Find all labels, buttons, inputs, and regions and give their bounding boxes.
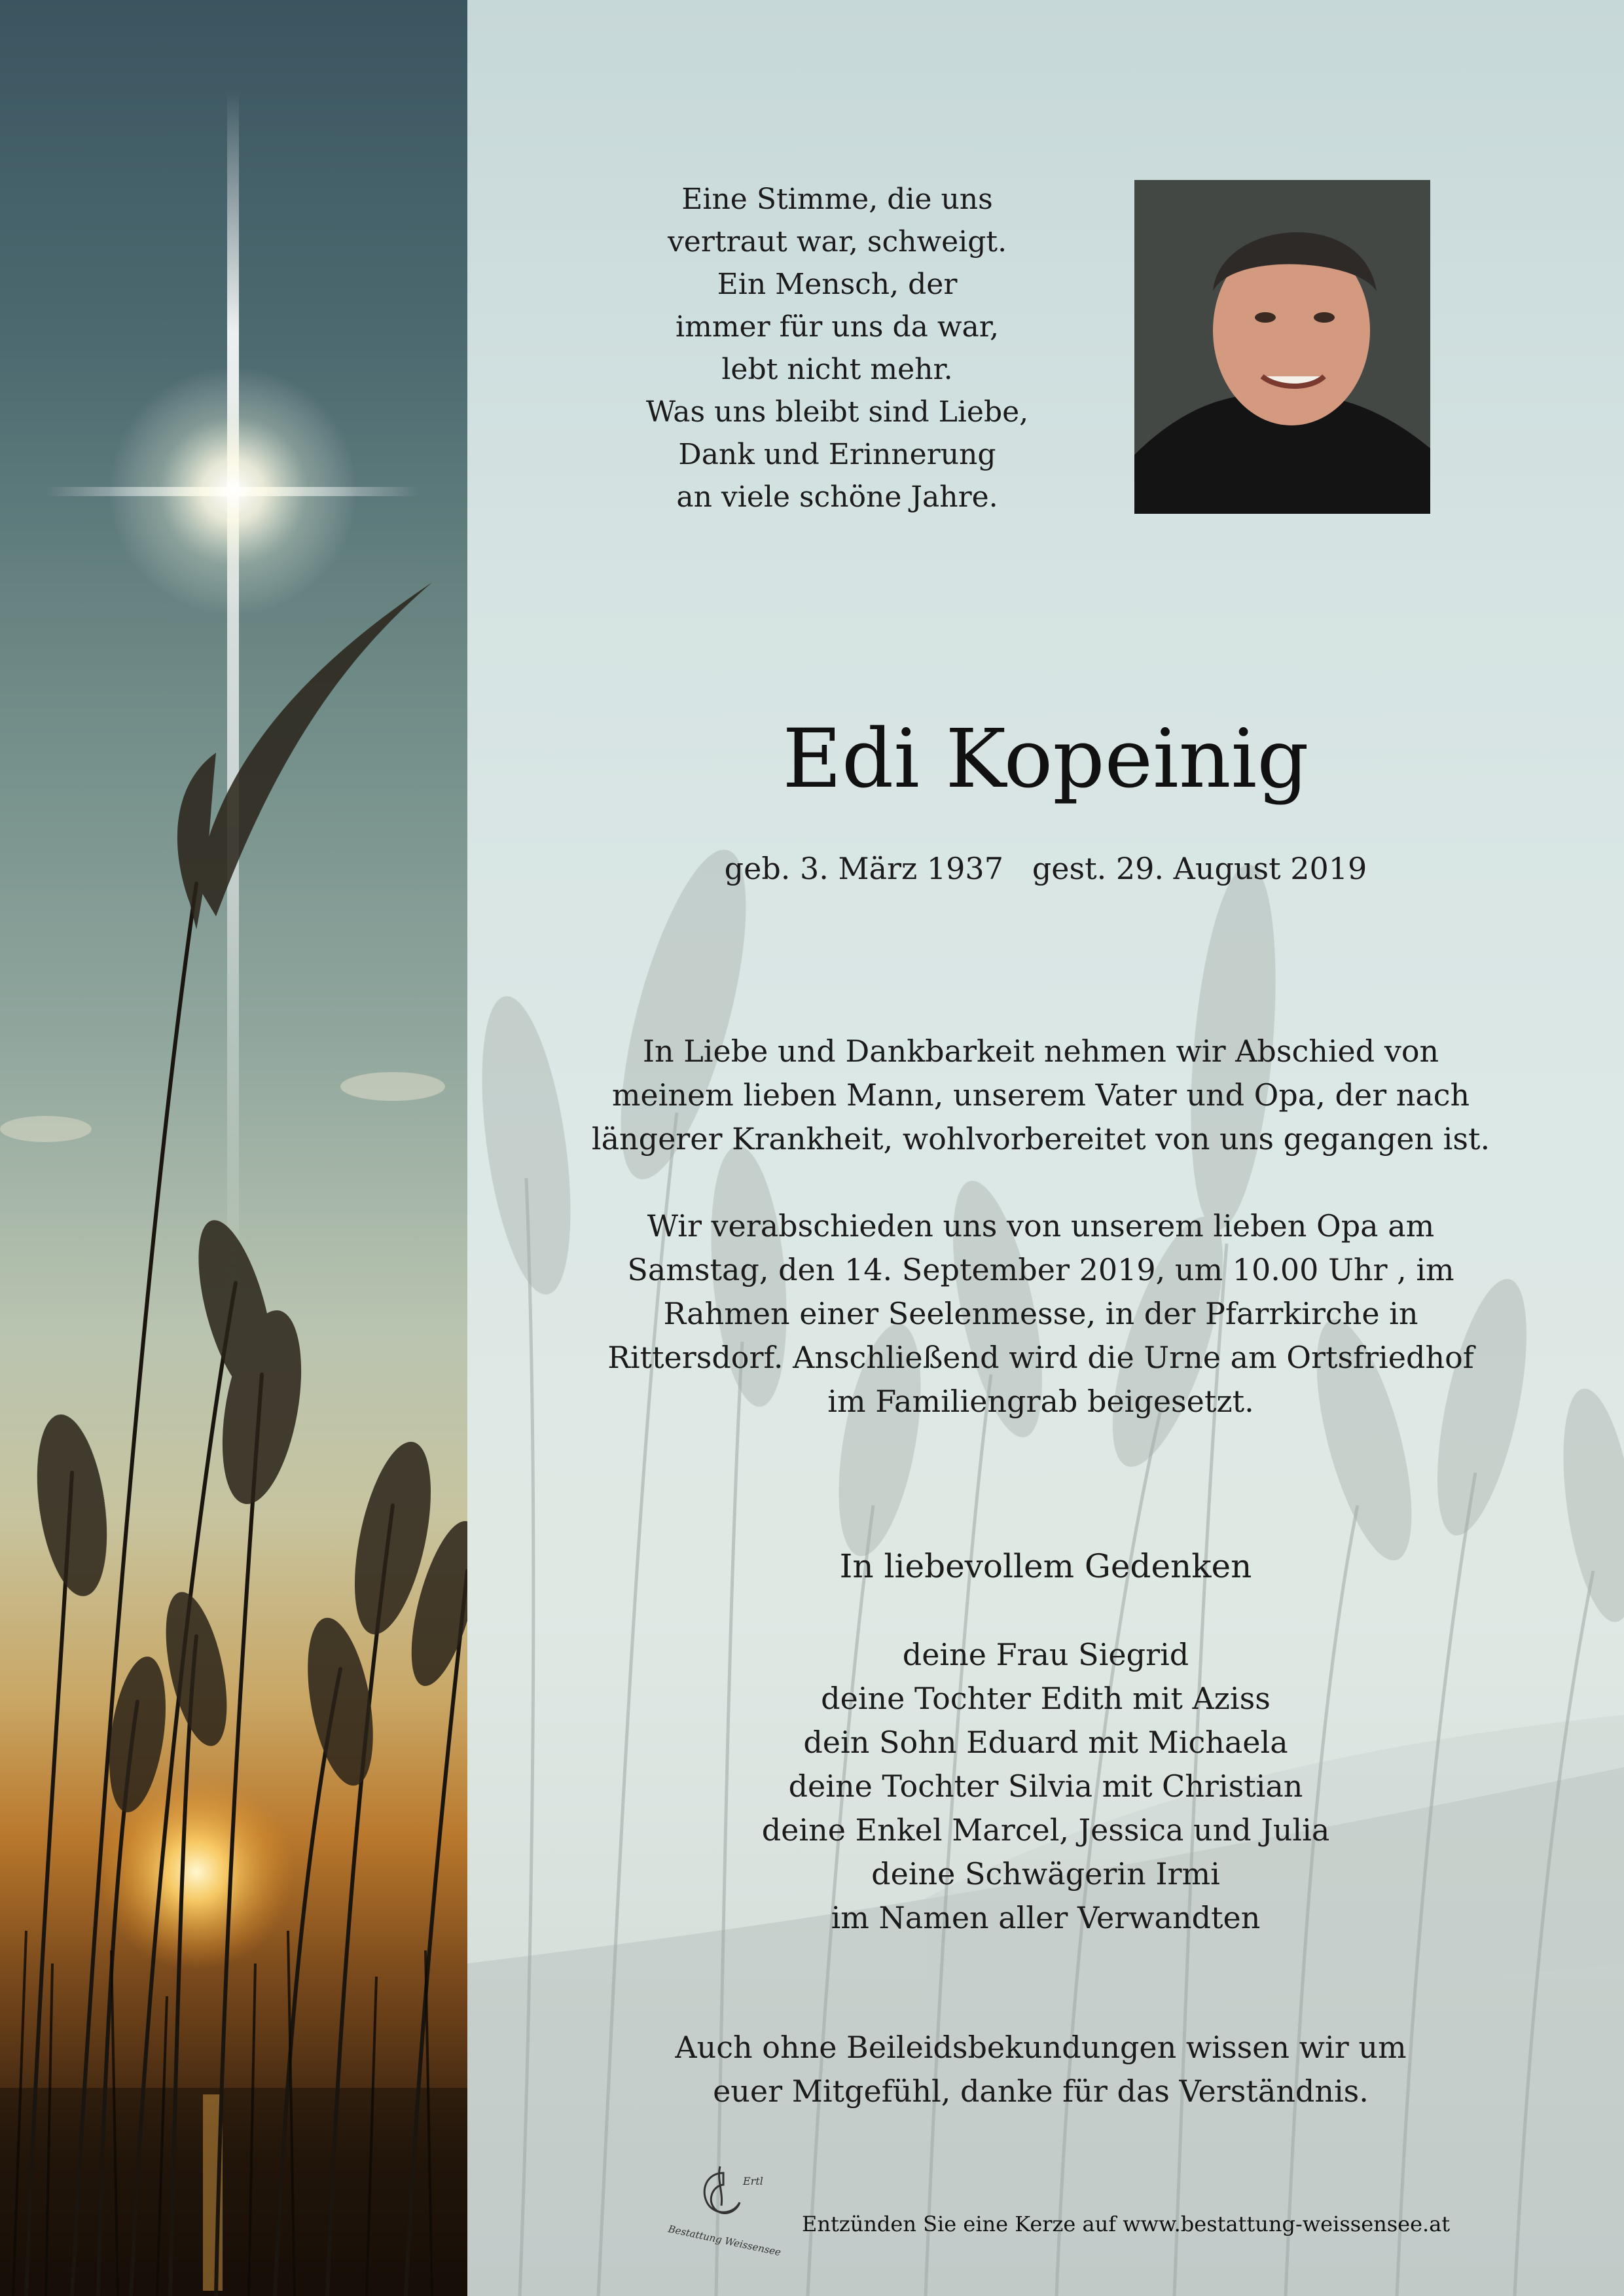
portrait-image bbox=[1134, 180, 1430, 514]
ceremony-line: Wir verabschieden uns von unserem lieben Opa am bbox=[647, 1208, 1435, 1244]
mourner: deine Frau Siegrid bbox=[902, 1637, 1189, 1672]
poem-line: Dank und Erinnerung bbox=[678, 438, 996, 471]
left-photo-panel bbox=[0, 0, 467, 2296]
mourner: deine Tochter Silvia mit Christian bbox=[788, 1768, 1303, 1804]
farewell-line: meinem lieben Mann, unserem Vater und Opa, der nach bbox=[611, 1077, 1470, 1113]
life-dates bbox=[467, 849, 1624, 888]
funeral-home-logo bbox=[661, 2160, 785, 2259]
logo-text-top: Ertl bbox=[743, 2175, 763, 2187]
farewell-line: In Liebe und Dankbarkeit nehmen wir Abschied von bbox=[642, 1033, 1439, 1069]
water bbox=[0, 2088, 467, 2296]
logo-icon bbox=[661, 2160, 785, 2259]
reed-plumes bbox=[27, 583, 492, 1816]
portrait-photo bbox=[1134, 180, 1430, 514]
mourners-list bbox=[467, 1633, 1624, 1940]
death-date: gest. 29. August 2019 bbox=[1032, 851, 1367, 886]
ceremony-line: Rittersdorf. Anschließend wird die Urne am Ortsfriedhof bbox=[607, 1340, 1474, 1375]
deceased-name: Edi Kopeinig bbox=[782, 712, 1309, 806]
ceremony-line: Rahmen einer Seelenmesse, in der Pfarrkirche in bbox=[663, 1296, 1418, 1331]
ceremony-line: Samstag, den 14. September 2019, um 10.00 Uhr , im bbox=[627, 1252, 1454, 1287]
birth-date: geb. 3. März 1937 bbox=[724, 851, 1003, 886]
poem bbox=[624, 178, 1050, 518]
poem-line: Was uns bleibt sind Liebe, bbox=[645, 395, 1029, 429]
closing-line: euer Mitgefühl, danke für das Verständnis. bbox=[713, 2073, 1369, 2109]
poem-line: Eine Stimme, die uns bbox=[681, 183, 993, 216]
cross-reeds-illustration bbox=[0, 0, 467, 2296]
closing-line: Auch ohne Beileidsbekundungen wissen wir um bbox=[675, 2030, 1407, 2065]
poem-line: an viele schöne Jahre. bbox=[676, 480, 998, 514]
ceremony-line: im Familiengrab beigesetzt. bbox=[827, 1384, 1254, 1419]
poem-line: vertraut war, schweigt. bbox=[667, 225, 1007, 259]
mourner: deine Tochter Edith mit Aziss bbox=[821, 1681, 1271, 1716]
cloud bbox=[0, 1116, 92, 1142]
logo-text-bottom: Bestattung Weissensee bbox=[667, 2223, 782, 2259]
mourner: dein Sohn Eduard mit Michaela bbox=[803, 1725, 1288, 1760]
mourner: im Namen aller Verwandten bbox=[831, 1900, 1261, 1935]
poem-line: lebt nicht mehr. bbox=[721, 353, 953, 386]
footer-candle-link[interactable]: Entzünden Sie eine Kerze auf www.bestattung-weissensee.at bbox=[802, 2212, 1451, 2236]
poem-line: immer für uns da war, bbox=[676, 310, 999, 344]
mourner: deine Enkel Marcel, Jessica und Julia bbox=[761, 1812, 1330, 1848]
farewell-line: längerer Krankheit, wohlvorbereitet von uns gegangen ist. bbox=[591, 1121, 1490, 1157]
cloud bbox=[340, 1072, 445, 1101]
cross-glow bbox=[109, 367, 357, 615]
ceremony-paragraph bbox=[583, 1204, 1499, 1424]
memorial-heading: In liebevollem Gedenken bbox=[839, 1547, 1252, 1585]
farewell-paragraph bbox=[583, 1030, 1499, 1161]
closing-paragraph bbox=[583, 2026, 1499, 2113]
poem-line: Ein Mensch, der bbox=[717, 268, 958, 301]
cross-beam-vertical bbox=[227, 92, 239, 1296]
mourner: deine Schwägerin Irmi bbox=[871, 1856, 1220, 1892]
